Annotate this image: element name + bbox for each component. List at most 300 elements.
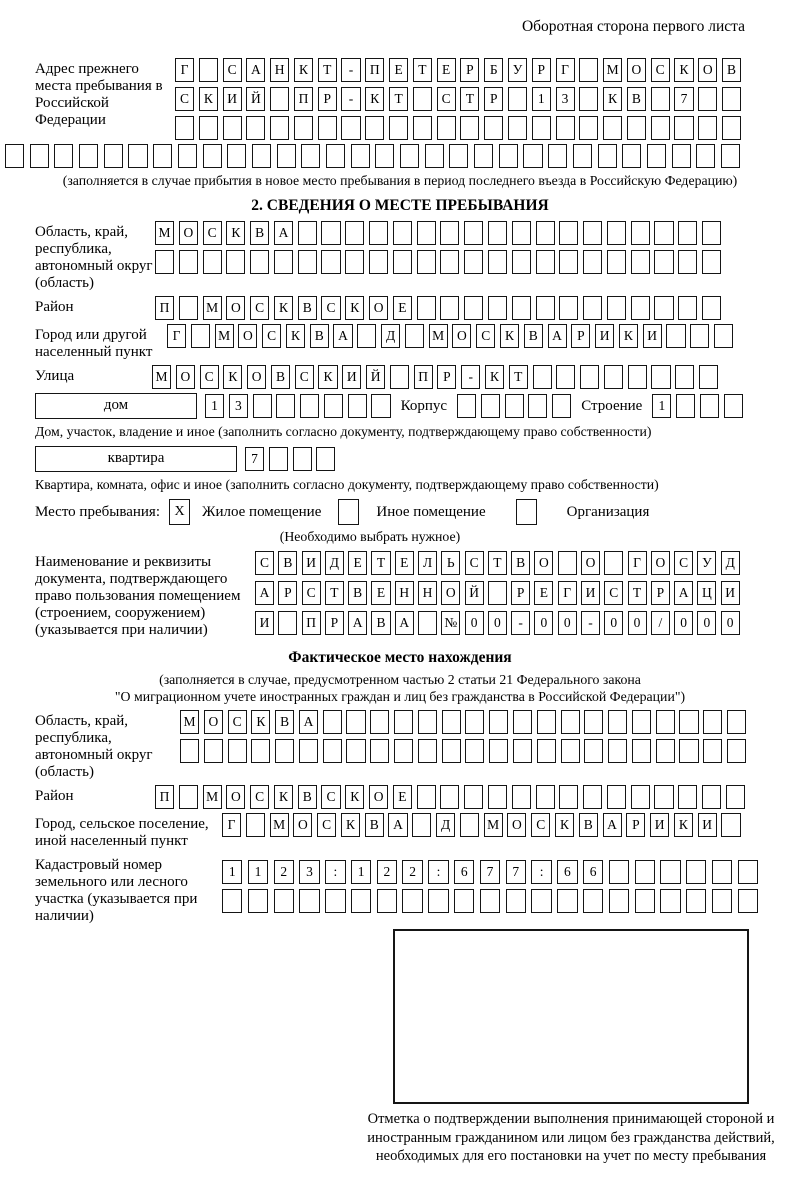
char-cell <box>269 447 288 471</box>
char-cell <box>460 116 479 140</box>
char-cell: : <box>325 860 345 884</box>
korpus-label: Корпус <box>400 397 448 414</box>
char-cell <box>370 739 389 763</box>
char-cell <box>598 144 617 168</box>
char-cell: С <box>321 296 340 320</box>
char-cell <box>678 785 697 809</box>
char-cell: 6 <box>583 860 603 884</box>
char-cell: А <box>348 611 367 635</box>
char-cell: М <box>152 365 171 389</box>
char-cell <box>686 889 706 913</box>
char-cell <box>506 889 526 913</box>
korpus-cells <box>457 394 571 418</box>
district-cells <box>155 296 721 320</box>
char-cell: Г <box>175 58 194 82</box>
char-cell: К <box>603 87 622 111</box>
char-cell: Г <box>628 551 647 575</box>
char-cell: - <box>581 611 600 635</box>
char-cell <box>153 144 172 168</box>
char-cell: 7 <box>480 860 500 884</box>
char-cell <box>631 785 650 809</box>
char-cell: А <box>274 221 293 245</box>
apartment-caption: Квартира, комната, офис и иное (заполнить согласно документу, подтверждающему право собственности) <box>35 477 659 492</box>
char-cell <box>488 221 507 245</box>
char-cell <box>449 144 468 168</box>
char-cell <box>417 221 436 245</box>
char-cell: В <box>365 813 384 837</box>
char-cell <box>537 739 556 763</box>
city-label: Город или другой населенный пункт <box>35 327 153 360</box>
char-cell <box>394 710 413 734</box>
char-cell: 6 <box>557 860 577 884</box>
char-cell: 1 <box>248 860 268 884</box>
char-cell <box>389 116 408 140</box>
char-cell: П <box>302 611 321 635</box>
char-cell: 1 <box>532 87 551 111</box>
stay-type-row <box>35 499 765 525</box>
actual-region-grid <box>180 710 746 763</box>
char-cell: Т <box>318 58 337 82</box>
char-cell <box>375 144 394 168</box>
char-cell <box>393 250 412 274</box>
char-cell <box>104 144 123 168</box>
char-cell: С <box>223 58 242 82</box>
char-cell <box>417 296 436 320</box>
char-cell: С <box>674 551 693 575</box>
char-cell: Н <box>418 581 437 605</box>
char-cell <box>607 296 626 320</box>
char-cell <box>635 889 655 913</box>
char-cell: К <box>318 365 337 389</box>
char-cell <box>440 296 459 320</box>
char-cell: 2 <box>274 860 294 884</box>
char-cell: И <box>650 813 669 837</box>
char-cell: И <box>302 551 321 575</box>
char-cell <box>464 221 483 245</box>
char-cell <box>357 324 376 348</box>
char-cell: К <box>286 324 305 348</box>
char-cell: Е <box>395 551 414 575</box>
char-cell <box>609 860 629 884</box>
char-cell: Ц <box>697 581 716 605</box>
char-cell: № <box>441 611 460 635</box>
char-cell <box>488 296 507 320</box>
char-cell <box>537 710 556 734</box>
char-cell <box>79 144 98 168</box>
char-cell: Д <box>325 551 344 575</box>
char-cell: К <box>619 324 638 348</box>
residential-label: Жилое помещение <box>202 503 322 520</box>
char-cell <box>371 394 390 418</box>
char-cell <box>203 250 222 274</box>
stroenie-label: Строение <box>581 397 643 414</box>
char-cell: И <box>595 324 614 348</box>
char-cell <box>721 144 740 168</box>
char-cell <box>246 813 265 837</box>
other-premises-label: Иное помещение <box>376 503 486 520</box>
document-grid-row-3 <box>255 611 740 635</box>
char-cell <box>300 394 319 418</box>
char-cell: 0 <box>488 611 507 635</box>
char-cell: И <box>721 581 740 605</box>
char-cell: 0 <box>697 611 716 635</box>
char-cell <box>440 785 459 809</box>
char-cell: П <box>155 785 174 809</box>
char-cell: О <box>238 324 257 348</box>
char-cell <box>318 116 337 140</box>
prev-address-caption: (заполняется в случае прибытия в новое место пребывания в период последнего въезда в Российскую Федерацию) <box>62 173 738 188</box>
char-cell <box>579 116 598 140</box>
char-cell: Е <box>437 58 456 82</box>
region-grid-row-2 <box>155 250 721 274</box>
house-caption: Дом, участок, владение и иное (заполнить согласно документу, подтверждающему право собственности) <box>35 424 652 439</box>
actual-district-row <box>35 785 765 809</box>
char-cell <box>270 87 289 111</box>
char-cell <box>128 144 147 168</box>
char-cell: И <box>698 813 717 837</box>
char-cell: П <box>294 87 313 111</box>
organization-checkbox <box>516 499 537 525</box>
document-grid-row-2 <box>255 581 740 605</box>
char-cell <box>702 250 721 274</box>
char-cell <box>727 710 746 734</box>
char-cell: Р <box>325 611 344 635</box>
char-cell <box>548 144 567 168</box>
char-cell <box>223 116 242 140</box>
char-cell <box>377 889 397 913</box>
char-cell <box>346 739 365 763</box>
char-cell: К <box>345 785 364 809</box>
char-cell: 7 <box>245 447 264 471</box>
char-cell: Е <box>371 581 390 605</box>
street-label: Улица <box>35 368 75 384</box>
char-cell <box>454 889 474 913</box>
confirmation-mark-box <box>393 929 749 1104</box>
char-cell: С <box>200 365 219 389</box>
char-cell: С <box>250 296 269 320</box>
char-cell <box>316 447 335 471</box>
char-cell: - <box>461 365 480 389</box>
confirmation-mark-area <box>351 929 791 1166</box>
char-cell: Е <box>393 785 412 809</box>
char-cell: Н <box>395 581 414 605</box>
char-cell: С <box>302 581 321 605</box>
char-cell: Д <box>436 813 455 837</box>
document-grid-row-1 <box>255 551 740 575</box>
char-cell: О <box>534 551 553 575</box>
char-cell: К <box>555 813 574 837</box>
char-cell: К <box>199 87 218 111</box>
char-cell <box>698 87 717 111</box>
char-cell <box>727 739 746 763</box>
char-cell <box>370 710 389 734</box>
char-cell <box>584 710 603 734</box>
char-cell <box>301 144 320 168</box>
char-cell: К <box>500 324 519 348</box>
char-cell: О <box>204 710 223 734</box>
char-cell: Л <box>418 551 437 575</box>
char-cell: К <box>674 813 693 837</box>
actual-city-row <box>35 813 765 850</box>
char-cell <box>631 296 650 320</box>
char-cell: Т <box>509 365 528 389</box>
char-cell: С <box>476 324 495 348</box>
char-cell <box>402 889 422 913</box>
char-cell: А <box>388 813 407 837</box>
char-cell <box>442 710 461 734</box>
char-cell: Т <box>325 581 344 605</box>
char-cell <box>604 551 623 575</box>
char-cell <box>666 324 685 348</box>
char-cell: 0 <box>721 611 740 635</box>
char-cell <box>561 710 580 734</box>
char-cell <box>686 860 706 884</box>
char-cell <box>635 860 655 884</box>
char-cell <box>417 250 436 274</box>
char-cell <box>418 611 437 635</box>
char-cell <box>413 87 432 111</box>
char-cell: М <box>203 296 222 320</box>
char-cell <box>418 710 437 734</box>
char-cell: С <box>295 365 314 389</box>
char-cell: : <box>428 860 448 884</box>
char-cell <box>583 296 602 320</box>
char-cell <box>488 785 507 809</box>
char-cell <box>679 739 698 763</box>
char-cell <box>512 296 531 320</box>
char-cell: - <box>341 58 360 82</box>
cadastral-row <box>35 854 765 925</box>
char-cell: Б <box>484 58 503 82</box>
char-cell <box>583 221 602 245</box>
char-cell: А <box>255 581 274 605</box>
char-cell <box>298 250 317 274</box>
actual-city-label: Город, сельское поселение, иной населенный пункт <box>35 816 209 849</box>
char-cell: Р <box>532 58 551 82</box>
char-cell <box>369 221 388 245</box>
char-cell: Н <box>270 58 289 82</box>
actual-location-title: Фактическое место нахождения <box>288 649 512 666</box>
char-cell: С <box>651 58 670 82</box>
char-cell: А <box>674 581 693 605</box>
char-cell: К <box>341 813 360 837</box>
char-cell: 7 <box>506 860 526 884</box>
prev-address-overflow-row <box>5 144 765 168</box>
char-cell <box>321 250 340 274</box>
char-cell <box>180 739 199 763</box>
char-cell: В <box>298 785 317 809</box>
char-cell <box>556 116 575 140</box>
char-cell: М <box>203 785 222 809</box>
char-cell <box>738 889 758 913</box>
char-cell: К <box>365 87 384 111</box>
char-cell: О <box>369 785 388 809</box>
char-cell <box>631 221 650 245</box>
char-cell <box>248 889 268 913</box>
char-cell: 6 <box>454 860 474 884</box>
char-cell: В <box>278 551 297 575</box>
char-cell: С <box>262 324 281 348</box>
char-cell: К <box>223 365 242 389</box>
char-cell <box>369 250 388 274</box>
char-cell <box>465 710 484 734</box>
char-cell: О <box>452 324 471 348</box>
char-cell <box>632 710 651 734</box>
char-cell <box>512 785 531 809</box>
char-cell <box>678 296 697 320</box>
char-cell: А <box>603 813 622 837</box>
char-cell: 0 <box>558 611 577 635</box>
document-row <box>35 551 765 639</box>
char-cell <box>573 144 592 168</box>
actual-region-grid-row-2 <box>180 739 746 763</box>
char-cell <box>346 710 365 734</box>
char-cell <box>5 144 24 168</box>
apartment-label-box: квартира <box>35 446 237 472</box>
actual-region-label: Область, край, республика, автономный округ (область) <box>35 713 153 780</box>
char-cell <box>293 447 312 471</box>
char-cell: В <box>627 87 646 111</box>
char-cell: 0 <box>465 611 484 635</box>
char-cell <box>604 365 623 389</box>
char-cell <box>508 87 527 111</box>
char-cell <box>579 87 598 111</box>
char-cell <box>712 889 732 913</box>
char-cell <box>484 116 503 140</box>
char-cell <box>712 860 732 884</box>
char-cell <box>413 116 432 140</box>
char-cell: О <box>293 813 312 837</box>
char-cell <box>654 250 673 274</box>
char-cell <box>607 250 626 274</box>
char-cell <box>523 144 542 168</box>
other-premises-checkbox <box>338 499 359 525</box>
char-cell <box>228 739 247 763</box>
char-cell <box>628 365 647 389</box>
char-cell: Д <box>381 324 400 348</box>
char-cell <box>703 710 722 734</box>
char-cell <box>276 394 295 418</box>
region-grid-row-1 <box>155 221 721 245</box>
char-cell: В <box>579 813 598 837</box>
char-cell <box>394 739 413 763</box>
char-cell: У <box>508 58 527 82</box>
char-cell <box>608 710 627 734</box>
char-cell: К <box>485 365 504 389</box>
char-cell <box>199 116 218 140</box>
char-cell <box>179 250 198 274</box>
char-cell <box>481 394 500 418</box>
char-cell <box>702 785 721 809</box>
char-cell <box>365 116 384 140</box>
char-cell: А <box>246 58 265 82</box>
district-row <box>35 296 765 320</box>
char-cell <box>714 324 733 348</box>
char-cell <box>203 144 222 168</box>
char-cell <box>678 250 697 274</box>
char-cell <box>703 739 722 763</box>
char-cell: Г <box>222 813 241 837</box>
char-cell <box>531 889 551 913</box>
char-cell: С <box>465 551 484 575</box>
char-cell <box>660 889 680 913</box>
house-row <box>35 393 765 419</box>
char-cell <box>299 739 318 763</box>
char-cell: И <box>223 87 242 111</box>
char-cell <box>437 116 456 140</box>
char-cell <box>204 739 223 763</box>
char-cell <box>393 221 412 245</box>
confirmation-mark-caption: Отметка о подтверждении выполнения принимающей стороной и иностранным гражданином или лицом без гражданства действий, необходимых для его постановки на учет по месту пребывания <box>367 1111 775 1164</box>
char-cell <box>400 144 419 168</box>
prev-address-grid <box>175 58 741 140</box>
char-cell <box>559 296 578 320</box>
actual-location-caption-1: (заполняется в случае, предусмотренном частью 2 статьи 21 Федерального закона <box>159 672 641 687</box>
char-cell <box>674 116 693 140</box>
char-cell: 3 <box>556 87 575 111</box>
char-cell: С <box>317 813 336 837</box>
char-cell <box>512 250 531 274</box>
char-cell <box>440 250 459 274</box>
char-cell <box>412 813 431 837</box>
stroenie-cells <box>652 394 742 418</box>
char-cell <box>54 144 73 168</box>
char-cell: Р <box>571 324 590 348</box>
char-cell: 0 <box>628 611 647 635</box>
char-cell <box>700 394 719 418</box>
actual-district-cells <box>155 785 745 809</box>
cadastral-grid-row-1 <box>222 860 758 884</box>
char-cell: К <box>274 785 293 809</box>
char-cell <box>275 739 294 763</box>
char-cell: Т <box>488 551 507 575</box>
char-cell <box>294 116 313 140</box>
document-grid <box>255 551 740 635</box>
char-cell <box>656 710 675 734</box>
char-cell <box>442 739 461 763</box>
char-cell <box>558 551 577 575</box>
char-cell <box>274 250 293 274</box>
char-cell: К <box>226 221 245 245</box>
city-row <box>35 324 765 361</box>
char-cell: К <box>294 58 313 82</box>
char-cell <box>552 394 571 418</box>
char-cell <box>651 87 670 111</box>
char-cell: 1 <box>652 394 671 418</box>
char-cell <box>557 889 577 913</box>
char-cell: О <box>698 58 717 82</box>
char-cell <box>227 144 246 168</box>
char-cell: В <box>524 324 543 348</box>
char-cell <box>672 144 691 168</box>
char-cell: 2 <box>377 860 397 884</box>
char-cell: К <box>251 710 270 734</box>
char-cell: А <box>299 710 318 734</box>
char-cell <box>609 889 629 913</box>
char-cell: Й <box>366 365 385 389</box>
street-cells <box>152 365 718 389</box>
char-cell <box>536 250 555 274</box>
char-cell <box>561 739 580 763</box>
char-cell: Т <box>413 58 432 82</box>
char-cell <box>722 87 741 111</box>
char-cell <box>178 144 197 168</box>
char-cell: С <box>321 785 340 809</box>
document-label: Наименование и реквизиты документа, подтверждающего право пользования помещением (строением, сооружением) (указывается при наличии) <box>35 554 241 638</box>
char-cell <box>647 144 666 168</box>
char-cell <box>341 116 360 140</box>
char-cell: О <box>226 785 245 809</box>
